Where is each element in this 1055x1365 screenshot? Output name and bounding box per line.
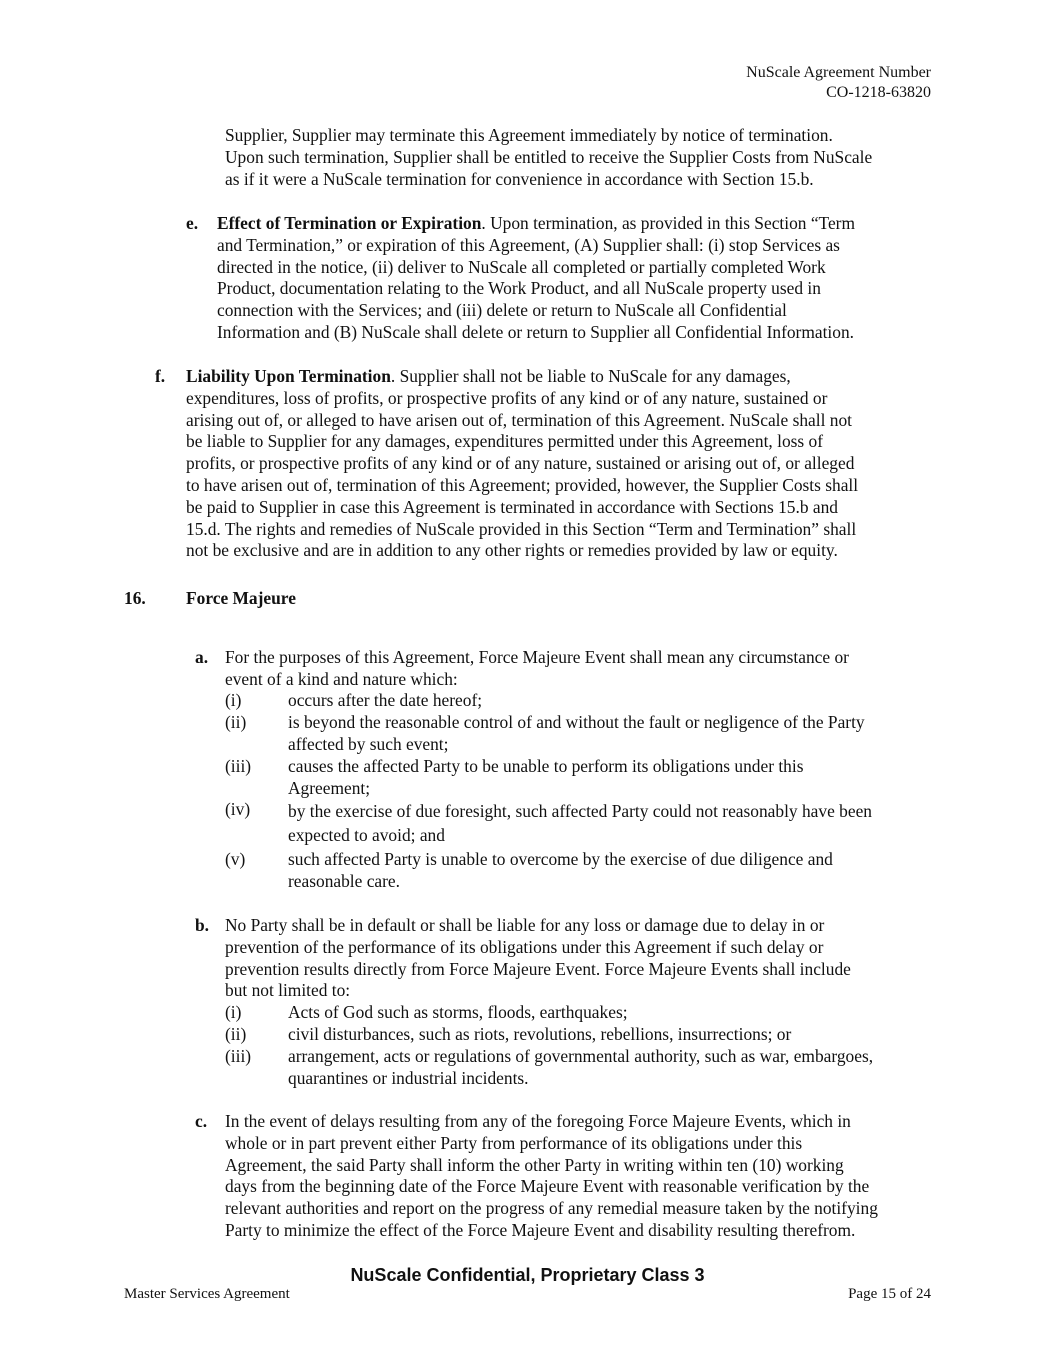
section-16-title: Force Majeure bbox=[186, 588, 296, 608]
agreement-number-label: NuScale Agreement Number bbox=[746, 64, 931, 81]
list-item-number: (ii) bbox=[225, 712, 247, 732]
page-number: Page 15 of 24 bbox=[848, 1286, 931, 1302]
section-f-paragraph: Liability Upon Termination. Supplier shall not be liable to NuScale for any damages, expenditures, loss of profits, or prospective profits of any kind or of any nature, sustained or arising out of, or alleged to have arisen out of, termination of this Agreement. NuScale shall not be liable to Supplier for any damages, expenditures permitted under this Agreement, loss of profits, or prospective profits of any kind or of any nature, sustained or arising out of, or alleged to have arisen out of, termination of this Agreement; provided, however, the Supplier Costs shall be paid to Supplier in case this Agreement is terminated in accordance with Sections 15.b and 15.d. The rights and remedies of NuScale provided in this Section “Term and Termination” shall not be exclusive and are in addition to any other rights or remedies provided by law or equity. bbox=[186, 366, 859, 561]
list-item-number: (iii) bbox=[225, 756, 252, 776]
list-item-text: occurs after the date hereof; bbox=[288, 690, 483, 710]
section-e-label: e. bbox=[186, 213, 199, 233]
para-a-label: a. bbox=[195, 647, 209, 667]
agreement-number: CO-1218-63820 bbox=[826, 84, 931, 101]
para-a-text: For the purposes of this Agreement, Force Majeure Event shall mean any circumstance or event of a kind and nature which: bbox=[225, 647, 849, 689]
para-b-text: No Party shall be in default or shall be liable for any loss or damage due to delay in or prevention of the performance of its obligations under this Agreement if such delay or prevention results directly from Force Majeure Event. Force Majeure Events shall include but not limited to: bbox=[225, 915, 851, 1001]
section-16-number: 16. bbox=[124, 588, 146, 608]
list-item-number: (iii) bbox=[225, 1046, 252, 1066]
list-item-text: is beyond the reasonable control of and without the fault or negligence of the Party affected by such event; bbox=[288, 712, 865, 754]
para-c-label: c. bbox=[195, 1111, 208, 1131]
list-item-text: Acts of God such as storms, floods, earthquakes; bbox=[288, 1002, 628, 1022]
page-header bbox=[746, 63, 931, 103]
list-item-number: (iv) bbox=[225, 799, 251, 819]
list-item-text: civil disturbances, such as riots, revolutions, rebellions, insurrections; or bbox=[288, 1024, 792, 1044]
list-item-text: by the exercise of due foresight, such affected Party could not reasonably have been expected to avoid; and bbox=[288, 801, 872, 845]
document-title-footer: Master Services Agreement bbox=[124, 1286, 290, 1302]
continuation-paragraph: Supplier, Supplier may terminate this Agreement immediately by notice of termination. Upon such termination, Supplier shall be entitled to receive the Supplier Costs from NuScale as if it were a NuScale termination for convenience in accordance with Section 15.b. bbox=[225, 125, 873, 189]
list-item-number: (v) bbox=[225, 849, 246, 869]
para-c-text: In the event of delays resulting from any of the foregoing Force Majeure Events, which in whole or in part prevent either Party from performance of its obligations under this Agreement, the said Party shall inform the other Party in writing within ten (10) working days from the beginning date of the Force Majeure Event with reasonable verification by the relevant authorities and report on the progress of any remedial measure taken by the notifying Party to minimize the effect of the Force Majeure Event and disability resulting therefrom. bbox=[225, 1111, 878, 1240]
list-item-number: (ii) bbox=[225, 1024, 247, 1044]
list-item-text: such affected Party is unable to overcome by the exercise of due diligence and reasonable care. bbox=[288, 849, 833, 891]
list-item-number: (i) bbox=[225, 1002, 242, 1022]
list-item-number: (i) bbox=[225, 690, 242, 710]
section-f-label: f. bbox=[155, 366, 166, 386]
confidentiality-notice: NuScale Confidential, Proprietary Class 3 bbox=[350, 1265, 705, 1285]
section-e-title: Effect of Termination or Expiration bbox=[217, 213, 482, 233]
section-f-title: Liability Upon Termination bbox=[186, 366, 391, 386]
para-b-label: b. bbox=[195, 915, 210, 935]
list-item-text: arrangement, acts or regulations of governmental authority, such as war, embargoes, quarantines or industrial incidents. bbox=[288, 1046, 874, 1088]
section-e-paragraph: Effect of Termination or Expiration. Upon termination, as provided in this Section “Term and Termination,” or expiration of this Agreement, (A) Supplier shall: (i) stop Services as directed in the notice, (ii) deliver to NuScale all completed or partially completed Work Product, documentation relating to the Work Product, and all NuScale property used in connection with the Services; and (iii) delete or return to NuScale all Confidential Information and (B) NuScale shall delete or return to Supplier all Confidential Information. bbox=[217, 213, 855, 342]
list-item-text: causes the affected Party to be unable to perform its obligations under this Agreement; bbox=[288, 756, 804, 798]
